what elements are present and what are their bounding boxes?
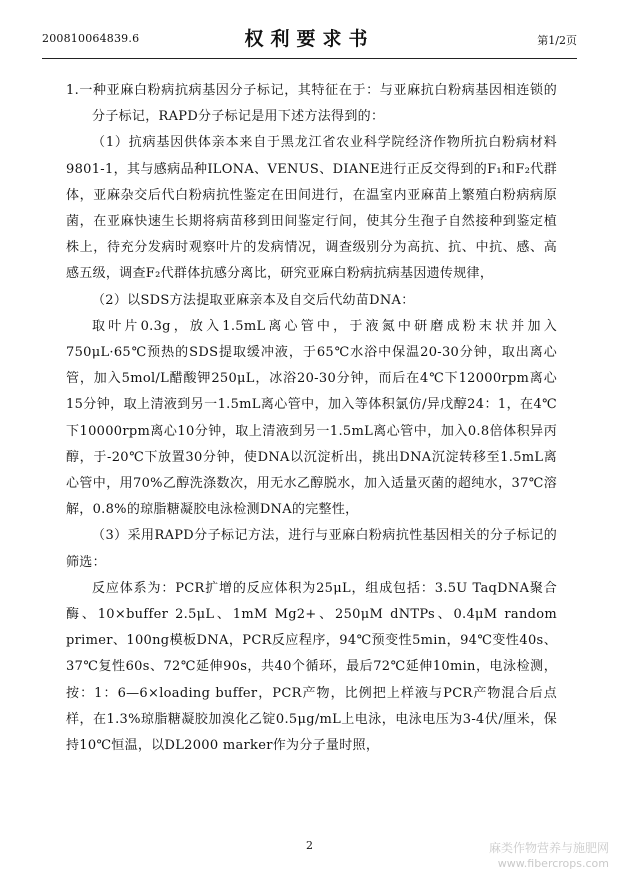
watermark-url: www.fibercrops.com (497, 857, 609, 870)
site-watermark (489, 841, 609, 871)
claims-body (66, 78, 557, 759)
claim-step-1: （1）抗病基因供体亲本来自于黑龙江省农业科学院经济作物所抗白粉病材料9801-1，其与感病品种ILONA、VENUS、DIANE进行正反交得到的F₁和F₂代群体，亚麻杂交后代白粉病抗性鉴定在田间进行，在温室内亚麻苗上繁殖白粉病病原菌，在亚麻快速生长期将病苗移到田间鉴定行间，使其分生孢子自然接种到鉴定植株上，待充分发病时观察叶片的发病情况，调查级别分为高抗、抗、中抗、感、高感五级，调查F₂代群体抗感分离比，研究亚麻白粉病抗病基因遗传规律， (66, 135, 557, 282)
claim-step-3-reaction: 反应体系为：PCR扩增的反应体积为25μL，组成包括：3.5U TaqDNA聚合酶、10×buffer 2.5μL、1mM Mg2+、250μM dNTPs、0.4μM random primer、100ng模板DNA，PCR反应程序，94℃预变性5min，94℃变性40s、37℃复性60s、72℃延伸90s，共40个循环，最后72℃延伸10min，电泳检测，按：1：6—6×loading buffer，PCR产物，比例把上样液与PCR产物混合后点样，在1.3%琼脂糖凝胶加溴化乙锭0.5μg/mL上电泳，电泳电压为3-4伏/厘米，保持10℃恒温，以DL2000 marker作为分子量时照， (66, 580, 557, 754)
page-number: 2 (306, 839, 313, 852)
page-header (42, 18, 577, 58)
watermark-site-name: 麻类作物营养与施肥网 (488, 841, 609, 855)
claim-step-3: （3）采用RAPD分子标记方法，进行与亚麻白粉病抗性基因相关的分子标记的筛选： (66, 528, 557, 570)
claim-step-2-procedure: 取叶片0.3g，放入1.5mL离心管中，于液氮中研磨成粉末状并加入750μL·65℃预热的SDS提取缓冲液，于65℃水浴中保温20-30分钟，取出离心管，加入5mol/L醋酸钾250μL，冰浴20-30分钟，而后在4℃下12000rpm离心15分钟，取上清液到另一1.5mL离心管中，加入等体积氯仿/异戊醇24：1，在4℃下10000rpm离心10分钟，取上清液到另一1.5mL离心管中，加入0.8倍体积异丙醇，于-20℃下放置30分钟，使DNA以沉淀析出，挑出DNA沉淀转移至1.5mL离心管中，用70%乙醇洗涤数次，用无水乙醇脱水，加入适量灭菌的超纯水，37℃溶解，0.8%的琼脂糖凝胶电泳检测DNA的完整性， (66, 318, 557, 518)
claim-step-2: （2）以SDS方法提取亚麻亲本及自交后代幼苗DNA： (92, 292, 415, 308)
application-number: 200810064839.6 (42, 32, 140, 45)
claim-1-intro: 1.一种亚麻白粉病抗病基因分子标记，其特征在于：与亚麻抗白粉病基因相连锁的分子标记，RAPD分子标记是用下述方法得到的： (66, 83, 557, 125)
page-indicator: 第1/2页 (537, 34, 577, 47)
document-title: 权利要求书 (244, 28, 375, 50)
header-divider (42, 58, 577, 59)
